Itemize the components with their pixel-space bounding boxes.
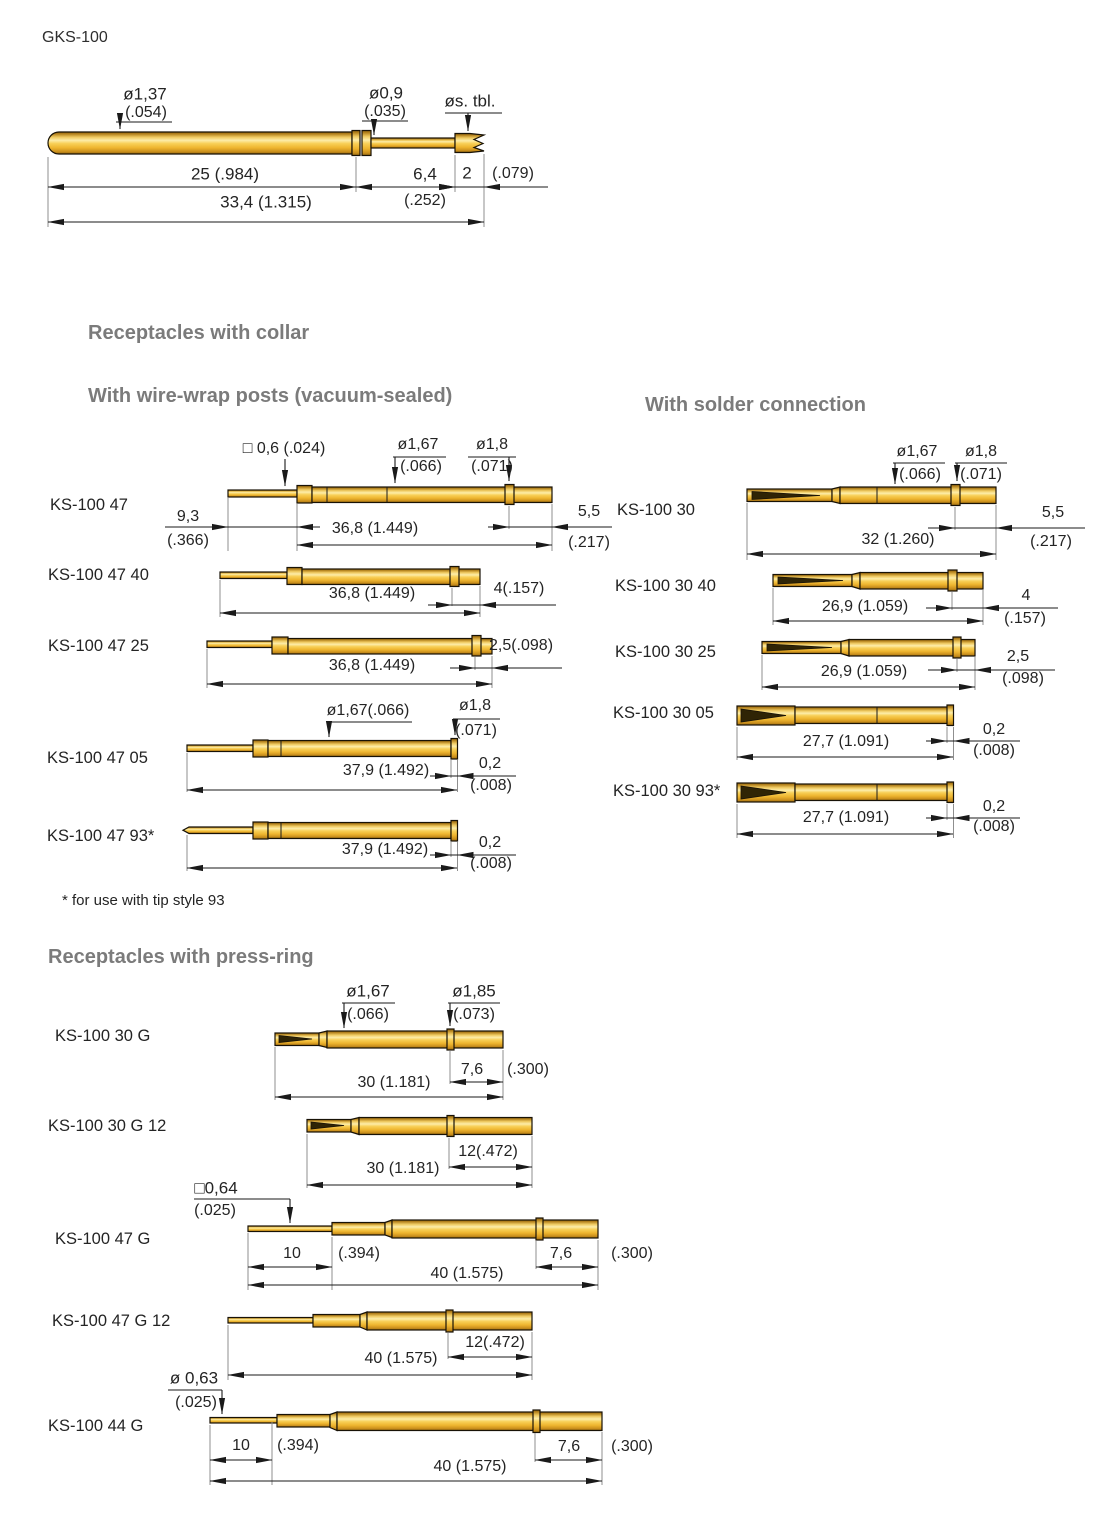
ks44g-len-label: 40 (1.575) bbox=[433, 1458, 507, 1475]
ks3025-end-inch-label: (.098) bbox=[1002, 670, 1044, 687]
gks-len2-inch-label: (.252) bbox=[404, 192, 446, 209]
ks3005-len-label: 27,7 (1.091) bbox=[802, 733, 890, 750]
ks4725-end-label: 2,5(.098) bbox=[488, 637, 554, 654]
ks44g-post-len-inch-label: (.394) bbox=[277, 1437, 319, 1454]
row-label-ks-100-30-g: KS-100 30 G bbox=[55, 1027, 151, 1045]
ks3025-len-label: 26,9 (1.059) bbox=[820, 663, 908, 680]
row-label-ks-100-30-93: KS-100 30 93* bbox=[613, 782, 721, 800]
ks30g12-len-label: 30 (1.181) bbox=[366, 1160, 440, 1177]
ks30-dia1-label: ø1,67 bbox=[896, 443, 938, 460]
row-label-ks-100-30-40: KS-100 30 40 bbox=[615, 577, 716, 595]
ks47g-end-inch-label: (.300) bbox=[611, 1245, 653, 1262]
gks-len3-inch-label: (.079) bbox=[492, 165, 534, 182]
page-title: GKS-100 bbox=[42, 29, 108, 46]
ks47-post-len-label: 9,3 bbox=[176, 508, 200, 525]
ks30g-end-inch-label: (.300) bbox=[507, 1061, 549, 1078]
ks47-dia2-inch-label: (.071) bbox=[471, 458, 513, 475]
ks47g12-len-label: 40 (1.575) bbox=[364, 1350, 438, 1367]
row-label-ks-100-47-05: KS-100 47 05 bbox=[47, 749, 148, 767]
ks47g-end-label: 7,6 bbox=[549, 1245, 573, 1262]
gks-dia2-label: ø0,9 bbox=[368, 83, 404, 103]
ks47-end-label: 5,5 bbox=[577, 503, 601, 520]
heading-wirewrap: With wire-wrap posts (vacuum-sealed) bbox=[88, 385, 453, 407]
ks30g-dia1-inch-label: (.066) bbox=[347, 1006, 389, 1023]
ks44g-end-inch-label: (.300) bbox=[611, 1438, 653, 1455]
ks47-square-label: □ 0,6 (.024) bbox=[242, 440, 326, 457]
row-label-ks-100-47-25: KS-100 47 25 bbox=[48, 637, 149, 655]
gks-len3-label: 2 bbox=[462, 163, 472, 183]
heading-pressring: Receptacles with press-ring bbox=[48, 946, 314, 968]
gks-len1-label: 25 (.984) bbox=[190, 164, 260, 184]
ks44g-end-label: 7,6 bbox=[557, 1438, 581, 1455]
ks30g-dia1-label: ø1,67 bbox=[346, 981, 390, 1001]
gks-dia2-inch-label: (.035) bbox=[364, 103, 406, 120]
ks30-end-label: 5,5 bbox=[1041, 504, 1065, 521]
ks3040-end-label: 4 bbox=[1021, 587, 1031, 604]
ks30-dia2-inch-label: (.071) bbox=[960, 466, 1002, 483]
heading-solder: With solder connection bbox=[645, 394, 866, 416]
ks44g-post-len-label: 10 bbox=[232, 1437, 250, 1454]
row-label-ks-100-30-05: KS-100 30 05 bbox=[613, 704, 714, 722]
ks47-dia2-label: ø1,8 bbox=[475, 436, 509, 453]
ks4705-dia1-label: ø1,67(.066) bbox=[326, 702, 410, 719]
ks3005-end-label: 0,2 bbox=[982, 721, 1006, 738]
ks30g-dia2-label: ø1,85 bbox=[452, 981, 496, 1001]
gks-tip-dia-label: øs. tbl. bbox=[444, 91, 496, 111]
ks30-end-inch-label: (.217) bbox=[1030, 533, 1072, 550]
gks-len2-label: 6,4 bbox=[413, 164, 437, 184]
ks47-dia1-inch-label: (.066) bbox=[400, 458, 442, 475]
ks47g12-end-label: 12(.472) bbox=[465, 1334, 525, 1351]
row-label-ks-100-30-25: KS-100 30 25 bbox=[615, 643, 716, 661]
ks47g-post-len-inch-label: (.394) bbox=[338, 1245, 380, 1262]
row-label-ks-100-30: KS-100 30 bbox=[617, 501, 695, 519]
ks3040-len-label: 26,9 (1.059) bbox=[821, 598, 909, 615]
ks47-len-label: 36,8 (1.449) bbox=[331, 520, 419, 537]
row-label-ks-100-47-g: KS-100 47 G bbox=[55, 1230, 151, 1248]
row-label-ks-100-47-g-12: KS-100 47 G 12 bbox=[52, 1312, 171, 1330]
gks-dia1-label: ø1,37 bbox=[123, 84, 167, 104]
ks4705-dia2-inch-label: (.071) bbox=[455, 722, 497, 739]
ks4793-len-label: 37,9 (1.492) bbox=[341, 841, 429, 858]
ks30g-end-label: 7,6 bbox=[460, 1061, 484, 1078]
ks3005-end-inch-label: (.008) bbox=[973, 742, 1015, 759]
ks47g-post-len-label: 10 bbox=[283, 1245, 301, 1262]
probe-ks-100-47-g bbox=[194, 1199, 598, 1290]
ks47g-len-label: 40 (1.575) bbox=[430, 1265, 504, 1282]
ks30g-dia2-inch-label: (.073) bbox=[453, 1006, 495, 1023]
ks44g-dia-inch-label: (.025) bbox=[175, 1394, 217, 1411]
ks4740-len-label: 36,8 (1.449) bbox=[328, 585, 416, 602]
ks4705-dia2-label: ø1,8 bbox=[458, 697, 492, 714]
ks3025-end-label: 2,5 bbox=[1006, 648, 1030, 665]
row-label-ks-100-47-40: KS-100 47 40 bbox=[48, 566, 149, 584]
ks3093-len-label: 27,7 (1.091) bbox=[802, 809, 890, 826]
ks3093-end-label: 0,2 bbox=[982, 798, 1006, 815]
ks47-post-len-inch-label: (.366) bbox=[167, 532, 209, 549]
ks44g-dia-label: ø 0,63 bbox=[169, 1368, 219, 1388]
ks30-len-label: 32 (1.260) bbox=[861, 531, 935, 548]
ks3093-end-inch-label: (.008) bbox=[973, 818, 1015, 835]
ks4705-len-label: 37,9 (1.492) bbox=[342, 762, 430, 779]
ks30-dia1-inch-label: (.066) bbox=[899, 466, 941, 483]
ks4793-end-inch-label: (.008) bbox=[470, 855, 512, 872]
ks4725-len-label: 36,8 (1.449) bbox=[328, 657, 416, 674]
ks30g-len-label: 30 (1.181) bbox=[357, 1074, 431, 1091]
ks4793-end-label: 0,2 bbox=[478, 834, 502, 851]
ks4705-end-label: 0,2 bbox=[478, 755, 502, 772]
ks47-dia1-label: ø1,67 bbox=[397, 436, 439, 453]
ks4705-end-inch-label: (.008) bbox=[470, 777, 512, 794]
ks47-end-inch-label: (.217) bbox=[568, 534, 610, 551]
row-label-ks-100-44-g: KS-100 44 G bbox=[48, 1417, 144, 1435]
row-label-ks-100-47-93: KS-100 47 93* bbox=[47, 827, 155, 845]
row-label-ks-100-30-g-12: KS-100 30 G 12 bbox=[48, 1117, 167, 1135]
ks3040-end-inch-label: (.157) bbox=[1004, 610, 1046, 627]
ks30g12-end-label: 12(.472) bbox=[458, 1143, 518, 1160]
ks30-dia2-label: ø1,8 bbox=[964, 443, 998, 460]
ks47g-square-label: □0,64 bbox=[194, 1178, 238, 1198]
heading-receptacles-collar: Receptacles with collar bbox=[88, 322, 310, 344]
footnote: * for use with tip style 93 bbox=[62, 892, 225, 909]
gks-dia1-inch-label: (.054) bbox=[125, 104, 167, 121]
ks4740-end-label: 4(.157) bbox=[493, 580, 545, 597]
ks47g-square-inch-label: (.025) bbox=[194, 1202, 236, 1219]
gks-total-label: 33,4 (1.315) bbox=[220, 192, 312, 212]
row-label-ks-100-47: KS-100 47 bbox=[50, 496, 128, 514]
